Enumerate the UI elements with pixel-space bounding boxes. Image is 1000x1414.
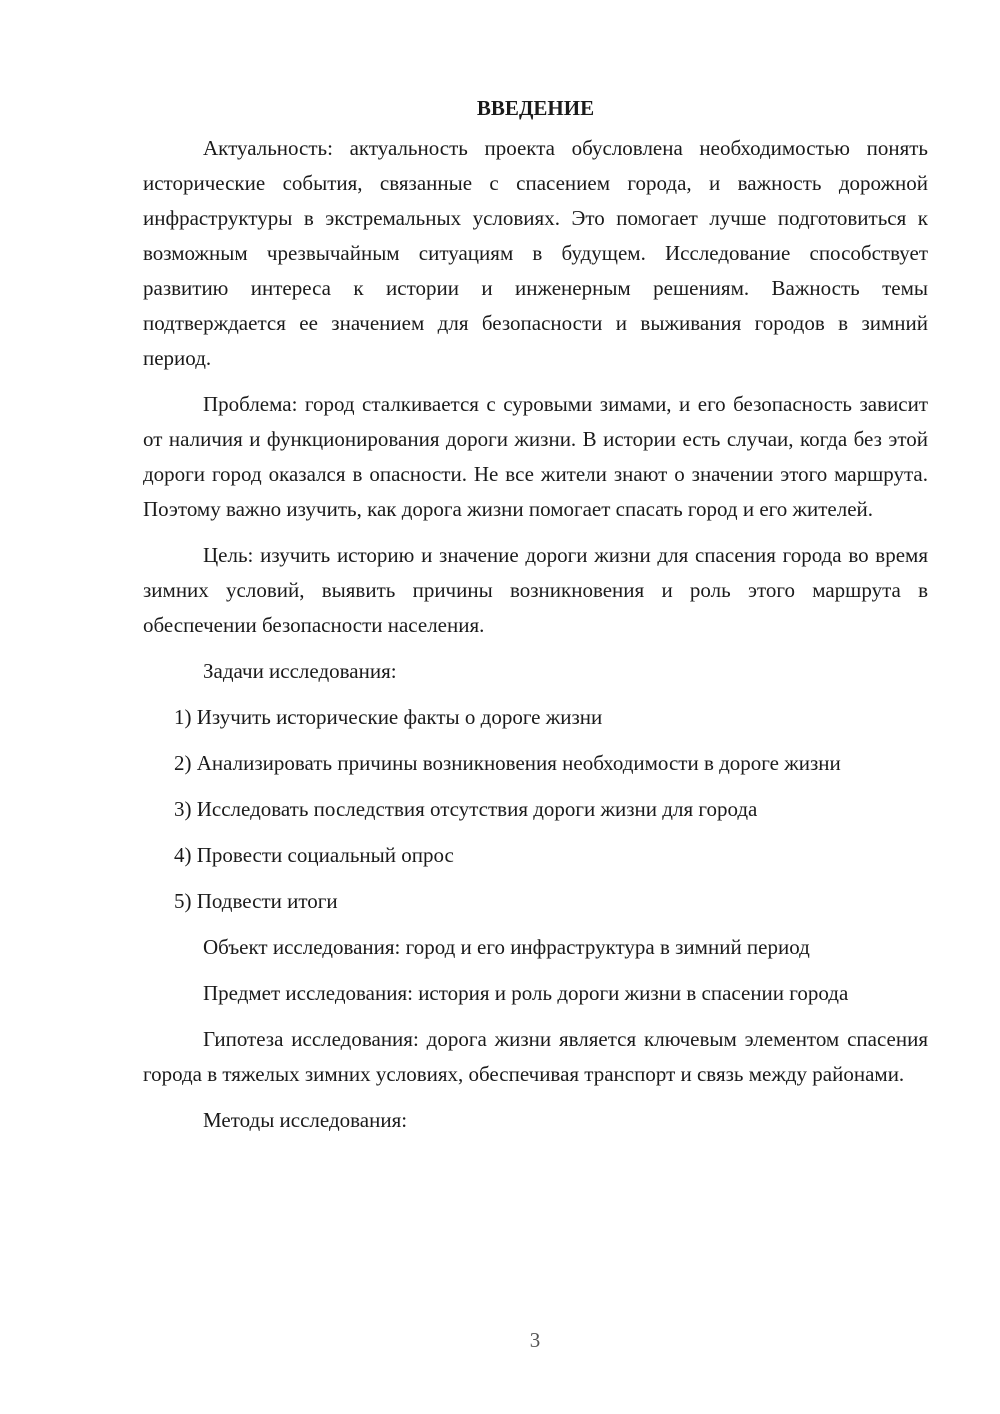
task-item-3: 3) Исследовать последствия отсутствия дороги жизни для города — [174, 797, 758, 821]
goal-paragraph: Цель: изучить историю и значение дороги жизни для спасения города во время зимних условий, выявить причины возникновения и роль этого маршрута в обеспечении безопасности населения. — [143, 543, 928, 637]
subject-paragraph: Предмет исследования: история и роль дороги жизни в спасении города — [203, 981, 849, 1005]
tasks-title: Задачи исследования: — [203, 659, 397, 683]
hypothesis-paragraph: Гипотеза исследования: дорога жизни является ключевым элементом спасения города в тяжелых зимних условиях, обеспечивая транспорт и связь между районами. — [143, 1027, 928, 1086]
task-item-5: 5) Подвести итоги — [174, 889, 338, 913]
relevance-paragraph: Актуальность: актуальность проекта обусловлена необходимостью понять исторические события, связанные с спасением города, и важность дорожной инфраструктуры в экстремальных условиях. Это помогает лучше подготовиться к возможным чрезвычайным ситуациям в будущем. Исследование способствует развитию интереса к истории и инженерным решениям. Важность темы подтверждается ее значением для безопасности и выживания городов в зимний период. — [143, 136, 928, 370]
section-heading: ВВЕДЕНИЕ — [476, 96, 595, 120]
object-paragraph: Объект исследования: город и его инфраструктура в зимний период — [203, 935, 810, 959]
task-item-4: 4) Провести социальный опрос — [174, 843, 454, 867]
methods-title: Методы исследования: — [203, 1108, 408, 1132]
task-item-1: 1) Изучить исторические факты о дороге жизни — [174, 705, 603, 729]
page-number: 3 — [529, 1328, 541, 1352]
problem-paragraph: Проблема: город сталкивается с суровыми зимами, и его безопасность зависит от наличия и функционирования дороги жизни. В истории есть случаи, когда без этой дороги город оказался в опасности. Не все жители знают о значении этого маршрута. Поэтому важно изучить, как дорога жизни помогает спасать город и его жителей. — [143, 392, 928, 521]
page-content — [143, 88, 928, 1149]
task-item-2: 2) Анализировать причины возникновения необходимости в дороге жизни — [174, 751, 841, 775]
